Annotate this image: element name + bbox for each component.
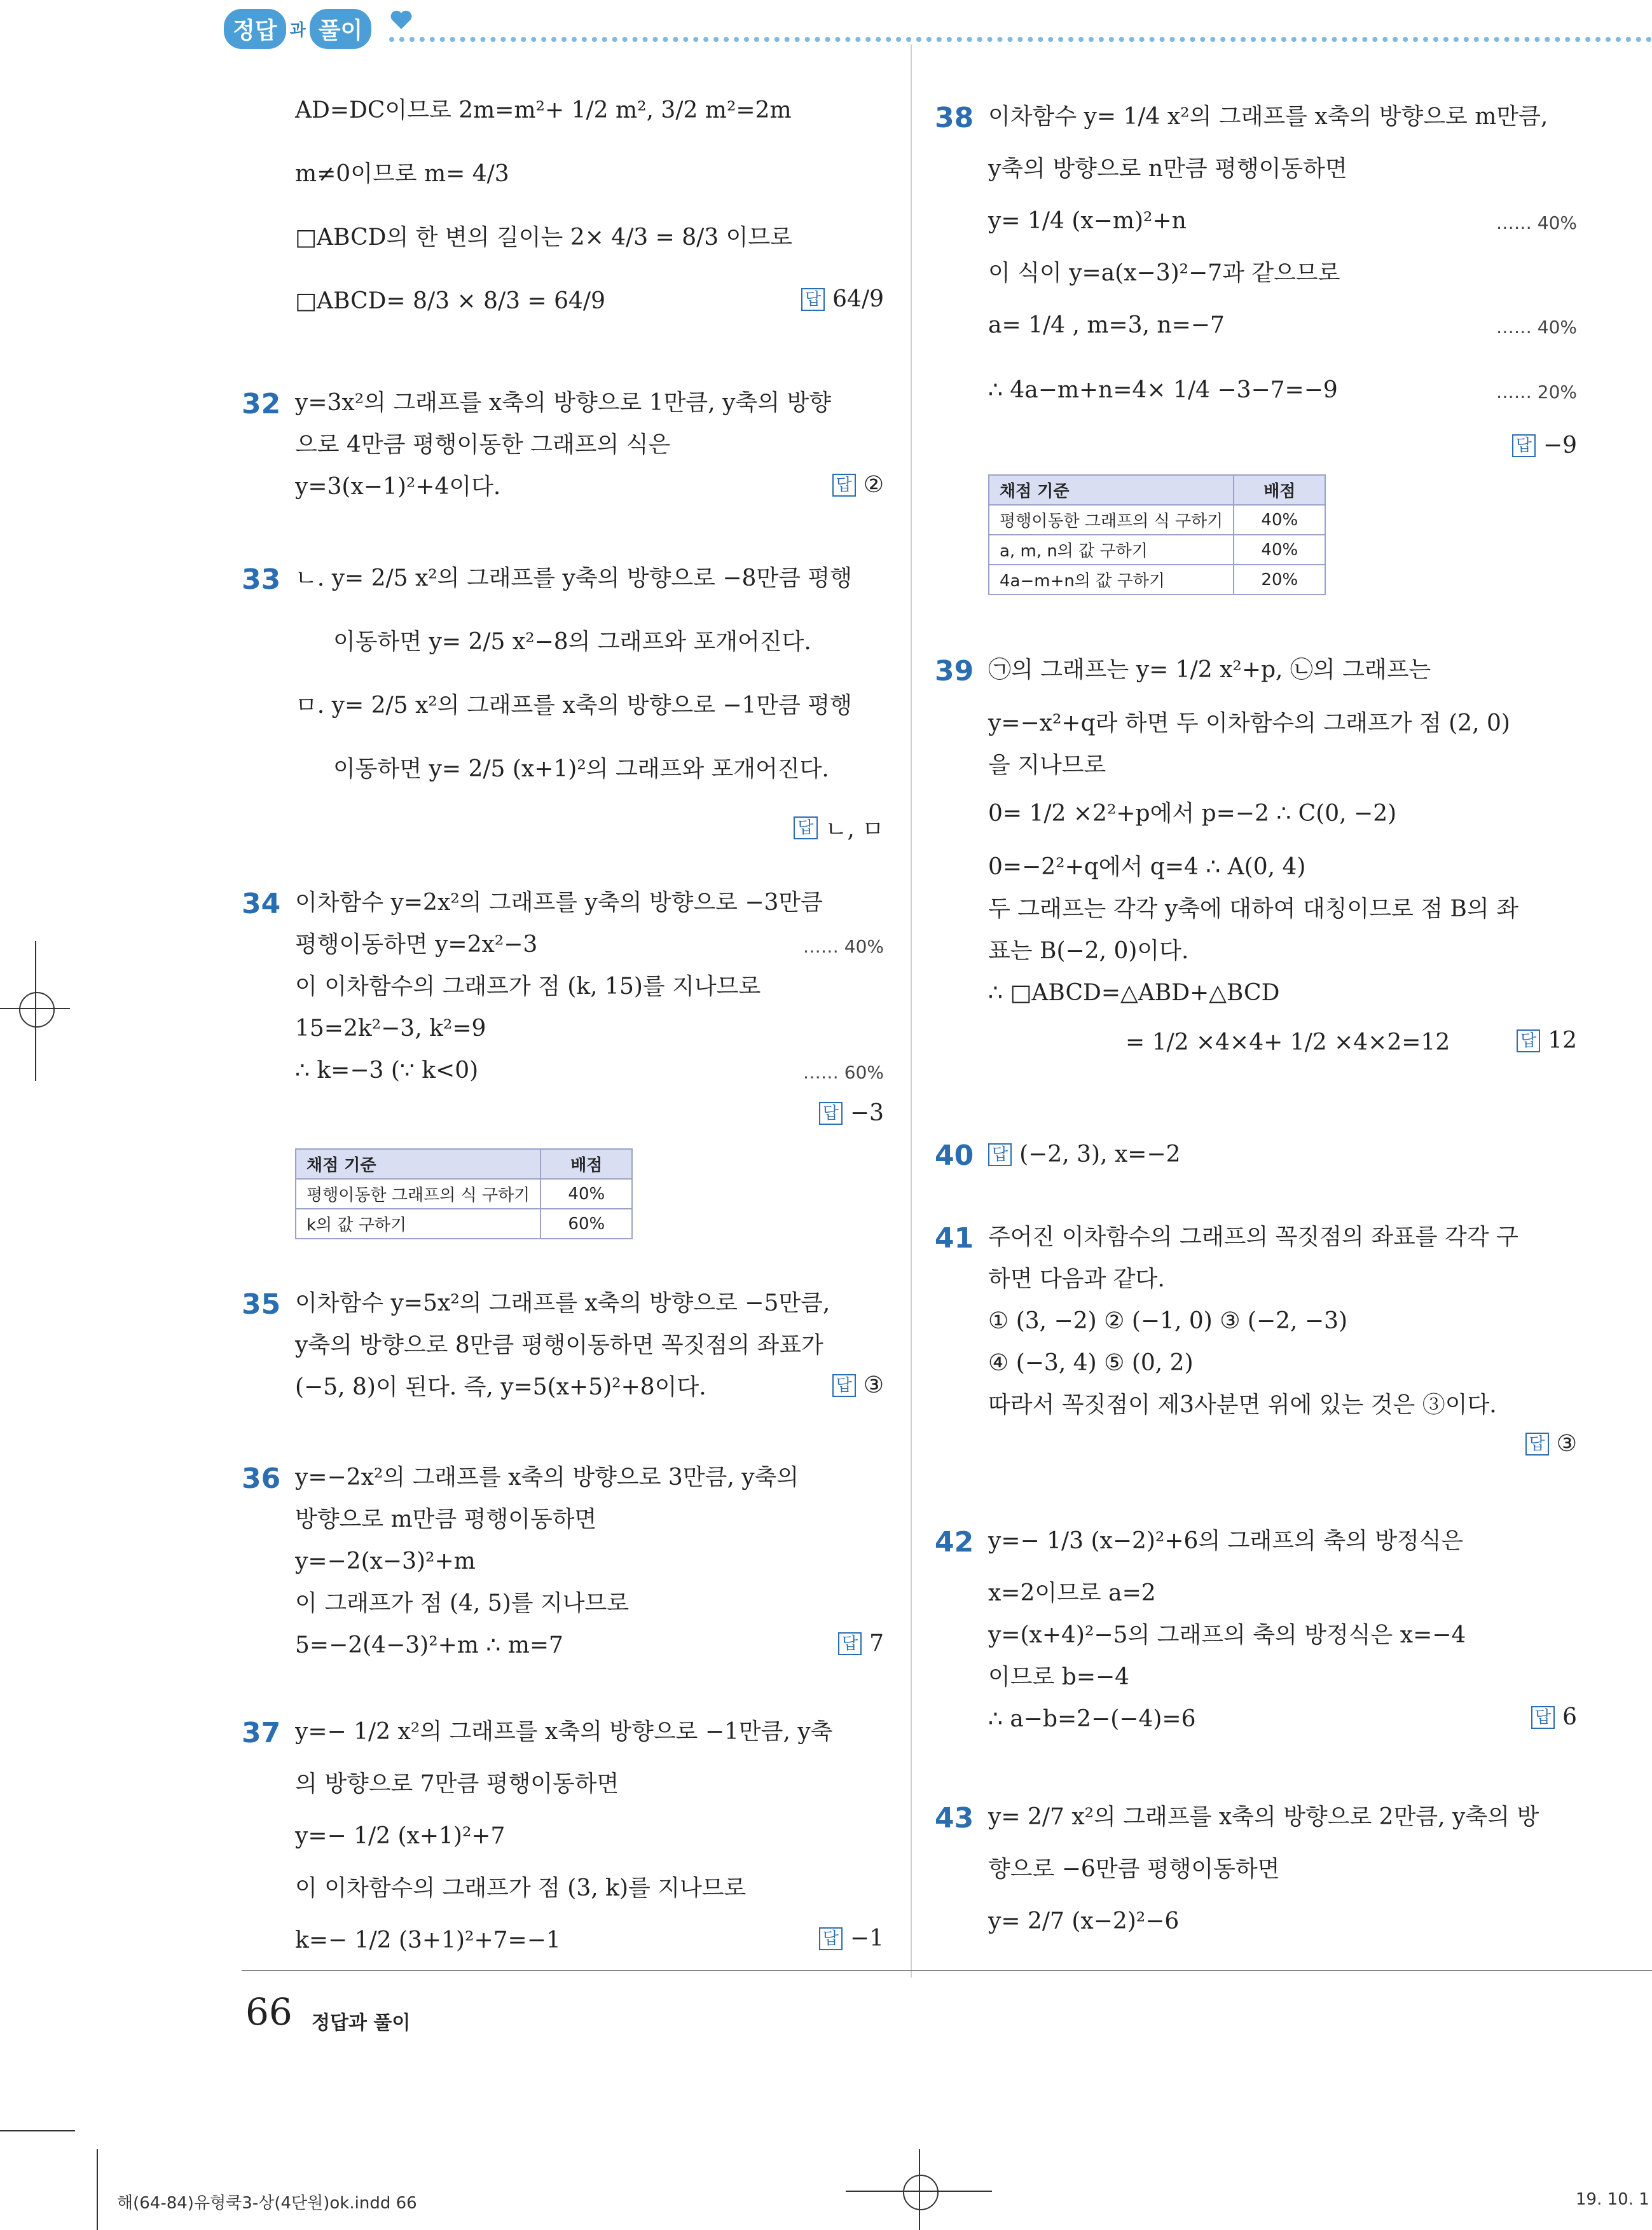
- solution-line: y=−2(x−3)²+m: [295, 1548, 476, 1574]
- table-cell: 40%: [540, 1179, 632, 1209]
- solution-line: 이차함수 y=5x²의 그래프를 x축의 방향으로 −5만큼,: [295, 1290, 830, 1316]
- table-row: [296, 1209, 632, 1239]
- table-cell: a, m, n의 값 구하기: [989, 535, 1234, 565]
- solution-line: ∴ k=−3 (∵ k<0): [295, 1057, 479, 1084]
- section-badge: [224, 8, 387, 50]
- answer-tag: 답: [1512, 434, 1536, 457]
- answer: [1512, 432, 1577, 458]
- solution-line: 방향으로 m만큼 평행이동하면: [295, 1506, 597, 1532]
- solution-line: 을 지나므로: [988, 752, 1106, 778]
- solution-line: ∴ a−b=2−(−4)=6: [988, 1706, 1196, 1732]
- solution-line: x=2이므로 a=2: [988, 1580, 1156, 1606]
- solution-line: y=− 1/3 (x−2)²+6의 그래프의 축의 방정식은: [988, 1528, 1464, 1554]
- problem-number: 34: [242, 888, 281, 920]
- header-criteria: 채점 기준: [989, 475, 1234, 505]
- solution-line: AD=DC이므로 2m=m²+ 1/2 m², 3/2 m²=2m: [295, 97, 792, 123]
- solution-line: ∴ □ABCD=△ABD+△BCD: [988, 980, 1280, 1006]
- answer-value: 12: [1548, 1028, 1577, 1054]
- solution-line: = 1/2 ×4×4+ 1/2 ×4×2=12: [1125, 1029, 1450, 1056]
- answer-tag: 답: [794, 816, 817, 839]
- crop-mark: [97, 2149, 98, 2230]
- answer: [794, 811, 884, 844]
- solution-line: 0= 1/2 ×2²+p에서 p=−2 ∴ C(0, −2): [988, 801, 1397, 827]
- answer-tag: 답: [832, 1374, 856, 1397]
- answer-value: 6: [1562, 1704, 1577, 1730]
- answer-tag: 답: [1531, 1706, 1555, 1729]
- answer-value: ㄴ, ㅁ: [825, 816, 884, 843]
- solution-line: 5=−2(4−3)²+m ∴ m=7: [295, 1632, 563, 1658]
- solution-line: m≠0이므로 m= 4/3: [295, 161, 509, 187]
- answer-value: −3: [850, 1100, 884, 1126]
- answer: [1517, 1028, 1577, 1054]
- answer-tag: 답: [1525, 1433, 1549, 1456]
- solution-line: 이 식이 y=a(x−3)²−7과 같으므로: [988, 260, 1340, 286]
- solution-line: k=− 1/2 (3+1)²+7=−1: [295, 1927, 561, 1953]
- badge-answer: 정답: [224, 9, 286, 49]
- solution-line: y=− 1/2 x²의 그래프를 x축의 방향으로 −1만큼, y축: [295, 1719, 833, 1745]
- header-criteria: 채점 기준: [296, 1149, 540, 1179]
- solution-line: 이동하면 y= 2/5 (x+1)²의 그래프와 포개어진다.: [333, 756, 829, 782]
- answer-tag: 답: [819, 1102, 843, 1125]
- solution-line: 이차함수 y=2x²의 그래프를 y축의 방향으로 −3만큼: [295, 890, 823, 916]
- heart-icon: [388, 6, 415, 33]
- solution-line: □ABCD= 8/3 × 8/3 = 64/9: [295, 288, 605, 314]
- solution-line: 두 그래프는 각각 y축에 대하여 대칭이므로 점 B의 좌: [988, 896, 1518, 922]
- badge-solution: 풀이: [310, 9, 372, 49]
- answer: [819, 1925, 884, 1951]
- solution-line: y=−2x²의 그래프를 x축의 방향으로 3만큼, y축의: [295, 1464, 799, 1490]
- solution-line: 15=2k²−3, k²=9: [295, 1015, 486, 1042]
- problem-number: 40: [935, 1139, 974, 1172]
- score-percent: …… 60%: [802, 1062, 884, 1083]
- registration-line: [35, 941, 36, 1081]
- solution-line: ④ (−3, 4) ⑤ (0, 2): [988, 1350, 1194, 1376]
- table-row: [296, 1179, 632, 1209]
- answer-tag: 답: [838, 1632, 862, 1655]
- solution-line: 이 그래프가 점 (4, 5)를 지나므로: [295, 1590, 630, 1616]
- solution-line: ㉠의 그래프는 y= 1/2 x²+p, ㉡의 그래프는: [988, 657, 1431, 683]
- solution-line: ㄴ. y= 2/5 x²의 그래프를 y축의 방향으로 −8만큼 평행: [295, 565, 852, 591]
- answer-tag: 답: [801, 288, 825, 311]
- answer: [832, 472, 884, 498]
- solution-line: 0=−2²+q에서 q=4 ∴ A(0, 4): [988, 854, 1306, 880]
- table-cell: 평행이동한 그래프의 식 구하기: [989, 505, 1234, 535]
- solution-line: 하면 다음과 같다.: [988, 1266, 1165, 1292]
- solution-line: 이 이차함수의 그래프가 점 (k, 15)를 지나므로: [295, 974, 761, 1000]
- answer: [819, 1100, 884, 1126]
- score-percent: …… 40%: [1496, 317, 1577, 338]
- answer: [832, 1372, 884, 1398]
- answer: [1525, 1431, 1577, 1457]
- problem-number: 35: [242, 1288, 281, 1321]
- answer-value: 7: [869, 1630, 884, 1656]
- solution-line: y=− 1/2 (x+1)²+7: [295, 1823, 506, 1849]
- table-row: [989, 505, 1325, 535]
- problem-number: 36: [242, 1463, 281, 1495]
- problem-number: 33: [242, 563, 281, 596]
- solution-line: ∴ 4a−m+n=4× 1/4 −3−7=−9: [988, 377, 1338, 403]
- solution-line: 평행이동하면 y=2x²−3: [295, 932, 538, 958]
- solution-line: ① (3, −2) ② (−1, 0) ③ (−2, −3): [988, 1308, 1348, 1334]
- answer-tag: 답: [832, 474, 856, 497]
- solution-line: a= 1/4 , m=3, n=−7: [988, 312, 1225, 338]
- solution-line: y축의 방향으로 n만큼 평행이동하면: [988, 156, 1347, 182]
- answer-tag: 답: [988, 1143, 1012, 1166]
- table-cell: 평행이동한 그래프의 식 구하기: [296, 1179, 540, 1209]
- answer: [801, 286, 884, 312]
- solution-line: (−5, 8)이 된다. 즉, y=5(x+5)²+8이다.: [295, 1374, 706, 1400]
- answer-value: ③: [1556, 1431, 1577, 1457]
- table-cell: k의 값 구하기: [296, 1209, 540, 1239]
- page-number: 66: [245, 1990, 293, 2034]
- problem-number: 43: [935, 1802, 974, 1834]
- problem-number: 32: [242, 388, 281, 420]
- answer-value: ③: [863, 1372, 884, 1398]
- score-percent: …… 40%: [1496, 212, 1577, 233]
- solution-line: 이동하면 y= 2/5 x²−8의 그래프와 포개어진다.: [333, 629, 811, 655]
- column-divider: [911, 45, 912, 1978]
- solution-line: 주어진 이차함수의 그래프의 꼭짓점의 좌표를 각각 구: [988, 1224, 1518, 1250]
- table-cell: 40%: [1234, 505, 1325, 535]
- header-points: 배점: [540, 1149, 632, 1179]
- crop-mark: [0, 2130, 75, 2131]
- solution-line: y=3x²의 그래프를 x축의 방향으로 1만큼, y축의 방향: [295, 390, 831, 416]
- solution-line: y=(x+4)²−5의 그래프의 축의 방정식은 x=−4: [988, 1622, 1466, 1648]
- solution-line: y= 2/7 x²의 그래프를 x축의 방향으로 2만큼, y축의 방: [988, 1804, 1539, 1830]
- page-header: [224, 4, 1652, 53]
- solution-line: y=3(x−1)²+4이다.: [295, 474, 501, 500]
- badge-and: 과: [289, 20, 306, 40]
- answer-value: ②: [863, 472, 884, 498]
- table-row: [989, 565, 1325, 595]
- solution-line: ㅁ. y= 2/5 x²의 그래프를 x축의 방향으로 −1만큼 평행: [295, 692, 852, 719]
- print-date: 19. 10. 1: [1576, 2190, 1649, 2209]
- solution-line: 향으로 −6만큼 평행이동하면: [988, 1856, 1280, 1882]
- registration-mark-icon: [903, 2175, 939, 2210]
- table-cell: 4a−m+n의 값 구하기: [989, 565, 1234, 595]
- solution-line: 따라서 꼭짓점이 제3사분면 위에 있는 것은 ③이다.: [988, 1392, 1497, 1418]
- solution-line: 표는 B(−2, 0)이다.: [988, 938, 1189, 964]
- solution-line: 의 방향으로 7만큼 평행이동하면: [295, 1771, 619, 1797]
- problem-number: 39: [935, 655, 974, 687]
- solution-line: 이므로 b=−4: [988, 1664, 1130, 1690]
- table-cell: 20%: [1234, 565, 1325, 595]
- solution-line: 으로 4만큼 평행이동한 그래프의 식은: [295, 432, 671, 458]
- answer-value: 64/9: [832, 286, 884, 312]
- table-header-row: [296, 1149, 632, 1179]
- answer: [838, 1630, 884, 1656]
- scoring-table: [988, 474, 1326, 595]
- solution-line: y=−x²+q라 하면 두 이차함수의 그래프가 점 (2, 0): [988, 710, 1510, 736]
- answer-value: (−2, 3), x=−2: [1019, 1141, 1181, 1167]
- registration-line: [919, 2149, 920, 2230]
- table-row: [989, 535, 1325, 565]
- answer-tag: 답: [1517, 1029, 1540, 1052]
- answer: [1531, 1704, 1577, 1730]
- problem-number: 42: [935, 1526, 974, 1559]
- problem-number: 37: [242, 1717, 281, 1749]
- solution-line: y= 2/7 (x−2)²−6: [988, 1908, 1180, 1934]
- page-label: 정답과 풀이: [312, 2012, 411, 2034]
- table-cell: 60%: [540, 1209, 632, 1239]
- scoring-table: [295, 1148, 633, 1239]
- print-filename: 해(64-84)유형쿡3-상(4단원)ok.indd 66: [117, 2194, 417, 2213]
- answer-tag: 답: [819, 1927, 843, 1950]
- answer-value: −1: [850, 1925, 884, 1951]
- registration-mark-icon: [19, 992, 55, 1028]
- solution-line: 이 이차함수의 그래프가 점 (3, k)를 지나므로: [295, 1875, 747, 1901]
- header-points: 배점: [1234, 475, 1325, 505]
- score-percent: …… 40%: [802, 936, 884, 957]
- score-percent: …… 20%: [1496, 382, 1577, 403]
- table-cell: 40%: [1234, 535, 1325, 565]
- problem-number: 38: [935, 102, 974, 134]
- solution-line: □ABCD의 한 변의 길이는 2× 4/3 = 8/3 이므로: [295, 224, 792, 251]
- header-dotted-rule: [389, 37, 1652, 42]
- solution-line: y= 1/4 (x−m)²+n: [988, 208, 1187, 234]
- solution-line: 이차함수 y= 1/4 x²의 그래프를 x축의 방향으로 m만큼,: [988, 104, 1548, 130]
- footer-rule: [242, 1970, 1652, 1971]
- solution-line: y축의 방향으로 8만큼 평행이동하면 꼭짓점의 좌표가: [295, 1332, 823, 1358]
- problem-number: 41: [935, 1222, 974, 1255]
- answer: [988, 1139, 1577, 1170]
- table-header-row: [989, 475, 1325, 505]
- answer-value: −9: [1543, 432, 1577, 458]
